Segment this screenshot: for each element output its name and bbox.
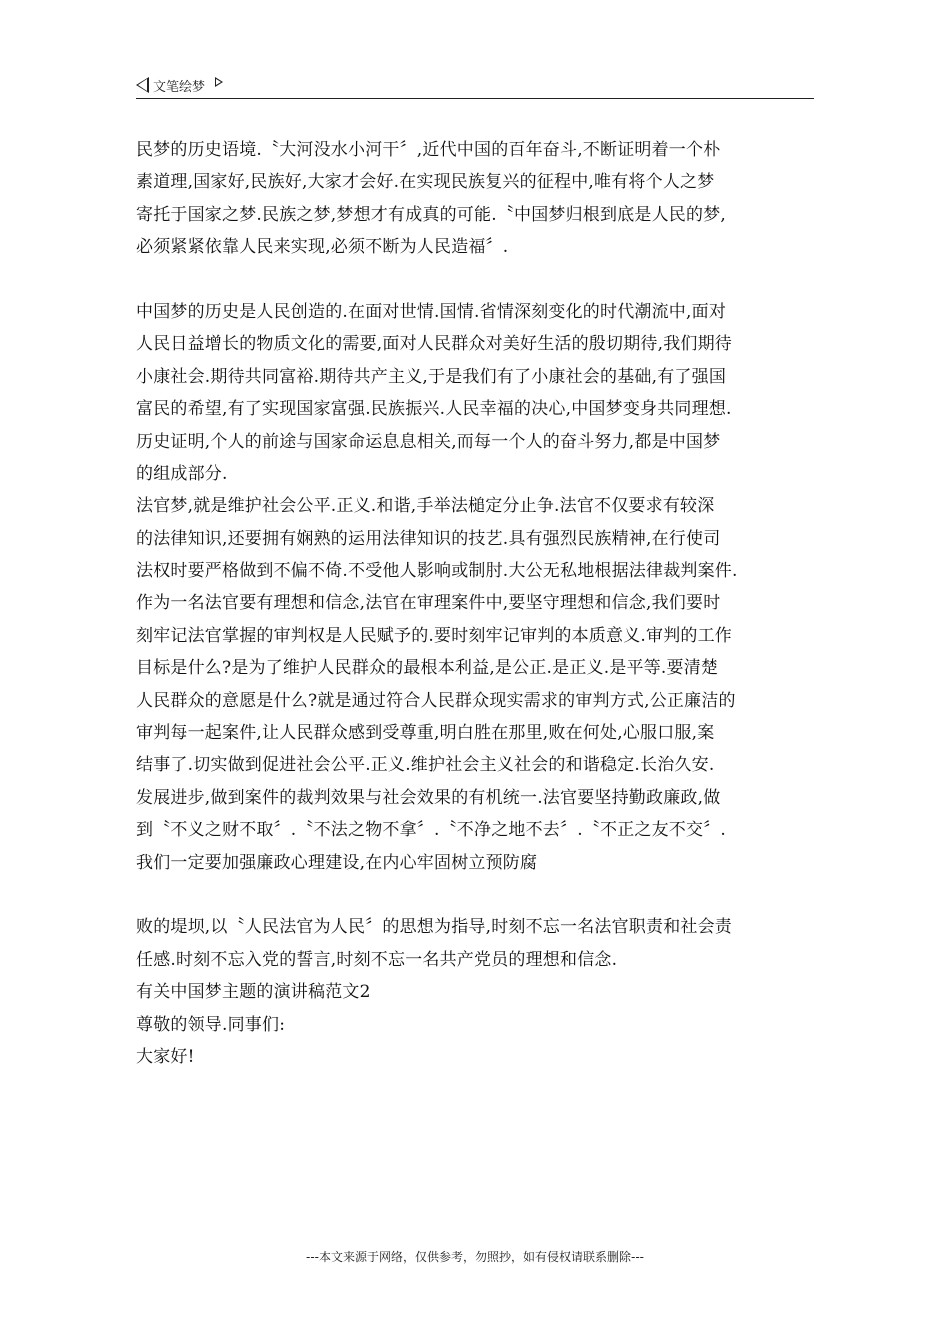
text-line: 中国梦的历史是人民创造的.在面对世情.国情.省情深刻变化的时代潮流中,面对 <box>136 301 727 322</box>
paragraph-1 <box>136 134 816 264</box>
text-line: 历史证明,个人的前途与国家命运息息相关,而每一个人的奋斗努力,都是中国梦 <box>136 431 721 452</box>
text-line: 寄托于国家之梦.民族之梦,梦想才有成真的可能.〝中国梦归根到底是人民的梦, <box>136 204 727 225</box>
salutation: 尊敬的领导.同事们: <box>136 1014 286 1035</box>
text-line: 作为一名法官要有理想和信念,法官在审理案件中,要坚守理想和信念,我们要时 <box>136 593 721 614</box>
brand <box>136 76 223 94</box>
page-header <box>136 74 814 99</box>
paragraph-gap <box>136 879 816 911</box>
text-line: 富民的希望,有了实现国家富强.民族振兴.人民幸福的决心,中国梦变身共同理想. <box>136 399 732 420</box>
paragraph-4 <box>136 911 816 1073</box>
text-line: 素道理,国家好,民族好,大家才会好.在实现民族复兴的征程中,唯有将个人之梦 <box>136 172 715 193</box>
text-line: 法权时要严格做到不偏不倚.不受他人影响或制肘.大公无私地根据法律裁判案件. <box>136 561 738 582</box>
paragraph-gap <box>136 264 816 296</box>
text-line: 必须紧紧依靠人民来实现,必须不断为人民造福〞. <box>136 237 509 258</box>
text-line: 小康社会.期待共同富裕.期待共产主义,于是我们有了小康社会的基础,有了强国 <box>136 366 727 387</box>
text-line: 民梦的历史语境.〝大河没水小河干〞,近代中国的百年奋斗,不断证明着一个朴 <box>136 140 721 160</box>
text-line: 审判每一起案件,让人民群众感到受尊重,明白胜在那里,败在何处,心服口服,案 <box>136 723 715 744</box>
document-body <box>136 134 816 1073</box>
section-title: 有关中国梦主题的演讲稿范文2 <box>136 982 371 1003</box>
text-line: 结事了.切实做到促进社会公平.正义.维护社会主义社会的和谐稳定.长治久安. <box>136 755 715 776</box>
triangle-right-icon <box>215 77 223 87</box>
text-line: 任感.时刻不忘入党的誓言,时刻不忘一名共产党员的理想和信念. <box>136 949 618 970</box>
text-line: 的组成部分. <box>136 463 228 484</box>
text-line: 发展进步,做到案件的裁判效果与社会效果的有机统一.法官要坚持勤政廉政,做 <box>136 787 721 808</box>
paragraph-3 <box>136 490 816 879</box>
text-line: 目标是什么?是为了维护人民群众的最根本利益,是公正.是正义.是平等.要清楚 <box>136 658 719 679</box>
text-line: 法官梦,就是维护社会公平.正义.和谐,手举法槌定分止争.法官不仅要求有较深 <box>136 496 715 517</box>
page-footer: ---本文来源于网络，仅供参考，勿照抄，如有侵权请联系删除--- <box>306 1250 644 1264</box>
text-line: 人民群众的意愿是什么?就是通过符合人民群众现实需求的审判方式,公正廉洁的 <box>136 690 736 711</box>
triangle-left-icon <box>136 77 149 93</box>
text-line: 我们一定要加强廉政心理建设,在内心牢固树立预防腐 <box>136 852 538 873</box>
text-line: 刻牢记法官掌握的审判权是人民赋予的.要时刻牢记审判的本质意义.审判的工作 <box>136 625 733 646</box>
text-line: 的法律知识,还要拥有娴熟的运用法律知识的技艺.具有强烈民族精神,在行使司 <box>136 528 721 549</box>
paragraph-2 <box>136 296 816 490</box>
text-line: 到〝不义之财不取〞.〝不法之物不拿〞.〝不净之地不去〞.〝不正之友不交〞. <box>136 820 727 841</box>
brand-text: 文笔绘梦 <box>153 79 206 95</box>
greeting: 大家好! <box>136 1046 195 1067</box>
text-line: 人民日益增长的物质文化的需要,面对人民群众对美好生活的殷切期待,我们期待 <box>136 334 733 355</box>
text-line: 败的堤坝,以〝人民法官为人民〞的思想为指导,时刻不忘一名法官职责和社会责 <box>136 917 733 938</box>
